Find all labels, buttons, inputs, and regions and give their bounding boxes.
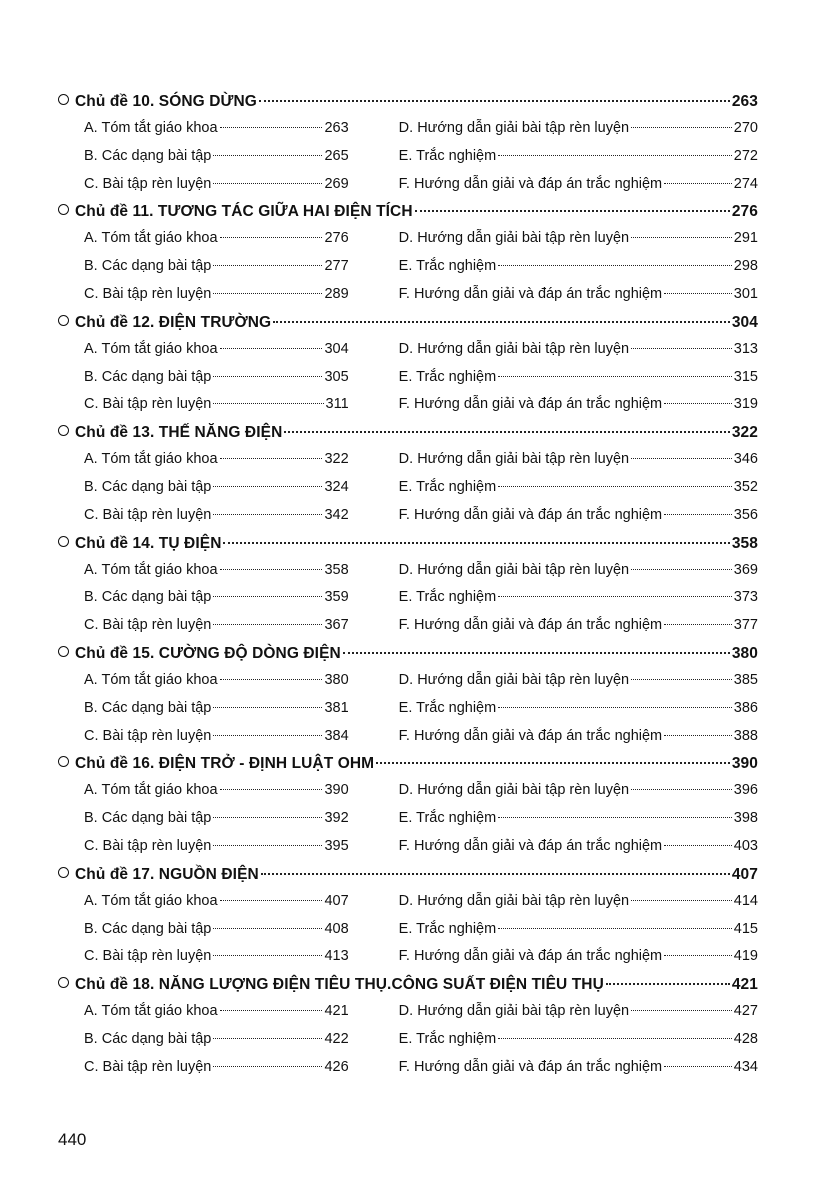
toc-section — [58, 971, 758, 1081]
dot-leader — [631, 789, 732, 790]
subentry-label: D. Hướng dẫn giải bài tập rèn luyện — [398, 451, 630, 468]
dot-leader — [213, 707, 322, 708]
subentry-label: A. Tóm tắt giáo khoa — [84, 451, 218, 468]
toc-subentry[interactable] — [399, 667, 758, 695]
dot-leader — [664, 514, 732, 515]
subentry-page-number: 398 — [733, 810, 758, 827]
dot-leader — [220, 237, 323, 238]
toc-subentry[interactable] — [399, 143, 758, 171]
subentry-page-number: 386 — [733, 699, 758, 716]
subentry-page-number: 356 — [733, 506, 758, 523]
dot-leader — [213, 1066, 322, 1067]
dot-leader — [498, 155, 732, 156]
toc-subentry[interactable] — [84, 336, 349, 364]
subentry-label: E. Trắc nghiệm — [398, 478, 497, 495]
toc-subentry[interactable] — [84, 805, 349, 833]
subentry-label: C. Bài tập rèn luyện — [84, 617, 212, 634]
table-of-contents — [58, 88, 758, 1082]
subentry-page-number: 276 — [324, 230, 349, 247]
dot-leader — [498, 707, 732, 708]
toc-subentry[interactable] — [399, 1026, 758, 1054]
dot-leader — [220, 789, 323, 790]
dot-leader — [261, 873, 730, 875]
toc-subentry[interactable] — [399, 805, 758, 833]
dot-leader — [273, 321, 730, 323]
dot-leader — [498, 928, 732, 929]
toc-subentry-row — [58, 253, 758, 281]
subentry-label: D. Hướng dẫn giải bài tập rèn luyện — [398, 230, 630, 247]
section-page-number: 407 — [731, 865, 758, 883]
subentry-label: D. Hướng dẫn giải bài tập rèn luyện — [398, 120, 630, 136]
section-title: Chủ đề 17. NGUỒN ĐIỆN — [75, 865, 259, 883]
dot-leader — [259, 100, 730, 102]
toc-section-heading[interactable] — [58, 88, 758, 115]
subentry-label: D. Hướng dẫn giải bài tập rèn luyện — [398, 340, 630, 357]
toc-section-heading[interactable] — [58, 861, 758, 888]
dot-leader — [664, 845, 732, 846]
toc-subentry[interactable] — [84, 502, 349, 530]
toc-subentry[interactable] — [399, 253, 758, 281]
circle-bullet-icon — [58, 646, 69, 657]
section-page-number: 358 — [731, 534, 758, 552]
toc-subentry-row — [58, 336, 758, 364]
dot-leader — [220, 1010, 323, 1011]
circle-bullet-icon — [58, 756, 69, 767]
subentry-page-number: 324 — [324, 478, 349, 495]
subentry-page-number: 395 — [324, 837, 349, 854]
subentry-page-number: 427 — [733, 1003, 758, 1020]
subentry-page-number: 367 — [324, 617, 349, 634]
dot-leader — [664, 183, 732, 184]
dot-leader — [498, 486, 732, 487]
toc-section-heading[interactable] — [58, 419, 758, 446]
section-title: Chủ đề 13. THẾ NĂNG ĐIỆN — [75, 424, 283, 442]
toc-subentry[interactable] — [399, 336, 758, 364]
toc-subentry-row — [58, 695, 758, 723]
subentry-page-number: 315 — [733, 368, 758, 385]
toc-subentry[interactable] — [84, 998, 349, 1026]
dot-leader — [213, 955, 322, 956]
page-number: 440 — [58, 1130, 87, 1149]
subentry-label: F. Hướng dẫn giải và đáp án trắc nghiệm — [398, 837, 663, 854]
section-title: Chủ đề 14. TỤ ĐIỆN — [75, 534, 222, 552]
toc-subentry[interactable] — [399, 584, 758, 612]
subentry-page-number: 305 — [324, 368, 349, 385]
dot-leader — [223, 542, 729, 544]
subentry-page-number: 311 — [325, 396, 349, 413]
toc-subentry-row — [58, 502, 758, 530]
subentry-page-number: 272 — [733, 147, 758, 164]
toc-subentry[interactable] — [399, 943, 758, 971]
toc-subentry[interactable] — [399, 833, 758, 861]
dot-leader — [213, 293, 322, 294]
dot-leader — [213, 845, 322, 846]
subentry-label: E. Trắc nghiệm — [398, 920, 497, 937]
subentry-label: B. Các dạng bài tập — [84, 258, 212, 275]
subentry-label: E. Trắc nghiệm — [398, 147, 497, 164]
circle-bullet-icon — [58, 204, 69, 215]
toc-subentry[interactable] — [84, 557, 349, 585]
subentry-label: C. Bài tập rèn luyện — [84, 396, 212, 413]
subentry-page-number: 298 — [733, 258, 758, 275]
subentry-label: F. Hướng dẫn giải và đáp án trắc nghiệm — [398, 285, 663, 302]
subentry-page-number: 304 — [324, 340, 349, 357]
subentry-page-number: 274 — [733, 175, 758, 192]
toc-subentry[interactable] — [399, 474, 758, 502]
toc-subentry[interactable] — [399, 998, 758, 1026]
toc-subentry-row — [58, 667, 758, 695]
dot-leader — [213, 403, 323, 404]
subentry-label: C. Bài tập rèn luyện — [84, 1058, 212, 1075]
subentry-page-number: 319 — [733, 396, 758, 413]
subentry-page-number: 377 — [733, 617, 758, 634]
toc-section — [58, 640, 758, 750]
toc-subentry[interactable] — [84, 943, 349, 971]
subentry-label: E. Trắc nghiệm — [398, 1030, 497, 1047]
toc-section-heading[interactable] — [58, 309, 758, 336]
dot-leader — [606, 983, 730, 985]
toc-subentry-row — [58, 115, 758, 143]
dot-leader — [631, 458, 732, 459]
circle-bullet-icon — [58, 315, 69, 326]
toc-subentry-row — [58, 171, 758, 199]
dot-leader — [631, 569, 732, 570]
toc-section — [58, 309, 758, 419]
toc-subentry[interactable] — [84, 115, 349, 143]
subentry-page-number: 384 — [324, 727, 349, 744]
toc-subentry-row — [58, 225, 758, 253]
toc-subentry[interactable] — [399, 777, 758, 805]
toc-subentry[interactable] — [399, 225, 758, 253]
subentry-label: B. Các dạng bài tập — [84, 147, 212, 164]
toc-subentry[interactable] — [84, 888, 349, 916]
toc-section — [58, 530, 758, 640]
toc-subentry[interactable] — [399, 364, 758, 392]
subentry-page-number: 408 — [324, 920, 349, 937]
subentry-page-number: 414 — [733, 892, 758, 909]
section-title: Chủ đề 12. ĐIỆN TRƯỜNG — [75, 313, 272, 331]
dot-leader — [664, 624, 732, 625]
subentry-page-number: 426 — [324, 1058, 349, 1075]
dot-leader — [213, 376, 322, 377]
subentry-label: B. Các dạng bài tập — [84, 1030, 212, 1047]
dot-leader — [343, 652, 730, 654]
toc-subentry-row — [58, 833, 758, 861]
toc-subentry-row — [58, 143, 758, 171]
dot-leader — [498, 817, 732, 818]
subentry-page-number: 381 — [324, 699, 349, 716]
section-page-number: 390 — [731, 755, 758, 773]
toc-section — [58, 419, 758, 529]
subentry-page-number: 269 — [324, 175, 349, 192]
toc-subentry[interactable] — [84, 667, 349, 695]
toc-subentry-row — [58, 612, 758, 640]
toc-subentry[interactable] — [399, 888, 758, 916]
toc-subentry[interactable] — [84, 253, 349, 281]
subentry-label: C. Bài tập rèn luyện — [84, 175, 212, 192]
subentry-page-number: 428 — [733, 1030, 758, 1047]
dot-leader — [213, 596, 322, 597]
dot-leader — [631, 679, 732, 680]
toc-section — [58, 198, 758, 308]
dot-leader — [220, 569, 323, 570]
subentry-page-number: 415 — [733, 920, 758, 937]
dot-leader — [213, 624, 322, 625]
section-title: Chủ đề 15. CƯỜNG ĐỘ DÒNG ĐIỆN — [75, 644, 341, 662]
subentry-label: A. Tóm tắt giáo khoa — [84, 782, 218, 799]
circle-bullet-icon — [58, 536, 69, 547]
dot-leader — [213, 1038, 322, 1039]
toc-subentry-row — [58, 888, 758, 916]
subentry-page-number: 263 — [324, 120, 349, 136]
dot-leader — [213, 817, 322, 818]
subentry-label: A. Tóm tắt giáo khoa — [84, 671, 218, 688]
subentry-page-number: 352 — [733, 478, 758, 495]
subentry-page-number: 369 — [733, 561, 758, 578]
subentry-page-number: 270 — [733, 120, 758, 136]
toc-subentry[interactable] — [84, 833, 349, 861]
dot-leader — [213, 155, 322, 156]
toc-section-heading[interactable] — [58, 971, 758, 998]
toc-subentry[interactable] — [84, 1054, 349, 1082]
subentry-page-number: 342 — [324, 506, 349, 523]
toc-subentry[interactable] — [84, 916, 349, 944]
subentry-page-number: 265 — [324, 147, 349, 164]
dot-leader — [213, 183, 322, 184]
dot-leader — [220, 127, 323, 128]
subentry-label: A. Tóm tắt giáo khoa — [84, 230, 218, 247]
subentry-page-number: 277 — [324, 258, 349, 275]
subentry-page-number: 346 — [733, 451, 758, 468]
subentry-label: C. Bài tập rèn luyện — [84, 506, 212, 523]
subentry-page-number: 407 — [324, 892, 349, 909]
toc-subentry[interactable] — [399, 281, 758, 309]
subentry-page-number: 291 — [733, 230, 758, 247]
subentry-label: A. Tóm tắt giáo khoa — [84, 1003, 218, 1020]
dot-leader — [631, 237, 732, 238]
subentry-label: F. Hướng dẫn giải và đáp án trắc nghiệm — [398, 727, 663, 744]
dot-leader — [213, 486, 322, 487]
dot-leader — [498, 265, 732, 266]
subentry-page-number: 313 — [733, 340, 758, 357]
dot-leader — [284, 431, 729, 433]
toc-subentry[interactable] — [84, 474, 349, 502]
subentry-page-number: 419 — [733, 948, 758, 965]
section-page-number: 421 — [731, 976, 758, 994]
subentry-label: A. Tóm tắt giáo khoa — [84, 120, 218, 136]
toc-subentry-row — [58, 998, 758, 1026]
subentry-page-number: 385 — [733, 671, 758, 688]
toc-section — [58, 750, 758, 860]
dot-leader — [498, 596, 732, 597]
subentry-label: B. Các dạng bài tập — [84, 920, 212, 937]
subentry-page-number: 434 — [733, 1058, 758, 1075]
toc-subentry[interactable] — [399, 446, 758, 474]
subentry-label: E. Trắc nghiệm — [398, 699, 497, 716]
toc-subentry[interactable] — [84, 281, 349, 309]
subentry-page-number: 413 — [324, 948, 349, 965]
dot-leader — [631, 900, 732, 901]
toc-subentry-row — [58, 777, 758, 805]
dot-leader — [631, 127, 732, 128]
section-page-number: 263 — [731, 93, 758, 110]
dot-leader — [664, 403, 732, 404]
dot-leader — [415, 210, 730, 212]
subentry-page-number: 289 — [324, 285, 349, 302]
toc-subentry[interactable] — [84, 777, 349, 805]
subentry-label: B. Các dạng bài tập — [84, 699, 212, 716]
subentry-label: D. Hướng dẫn giải bài tập rèn luyện — [398, 671, 630, 688]
subentry-label: F. Hướng dẫn giải và đáp án trắc nghiệm — [398, 948, 663, 965]
subentry-label: B. Các dạng bài tập — [84, 368, 212, 385]
toc-subentry-row — [58, 281, 758, 309]
subentry-label: F. Hướng dẫn giải và đáp án trắc nghiệm — [398, 175, 663, 192]
subentry-label: D. Hướng dẫn giải bài tập rèn luyện — [398, 1003, 630, 1020]
toc-subentry-row — [58, 557, 758, 585]
dot-leader — [220, 348, 323, 349]
toc-subentry[interactable] — [84, 225, 349, 253]
circle-bullet-icon — [58, 94, 69, 105]
dot-leader — [498, 376, 732, 377]
toc-subentry[interactable] — [399, 916, 758, 944]
toc-subentry-row — [58, 364, 758, 392]
toc-subentry-row — [58, 723, 758, 751]
toc-subentry[interactable] — [84, 612, 349, 640]
toc-section-heading[interactable] — [58, 198, 758, 225]
subentry-label: B. Các dạng bài tập — [84, 810, 212, 827]
toc-subentry-row — [58, 1054, 758, 1082]
toc-subentry[interactable] — [399, 502, 758, 530]
subentry-page-number: 390 — [324, 782, 349, 799]
subentry-label: C. Bài tập rèn luyện — [84, 727, 212, 744]
dot-leader — [664, 1066, 732, 1067]
toc-subentry[interactable] — [399, 1054, 758, 1082]
dot-leader — [213, 514, 322, 515]
toc-subentry[interactable] — [84, 723, 349, 751]
toc-subentry-row — [58, 916, 758, 944]
subentry-page-number: 396 — [733, 782, 758, 799]
subentry-label: F. Hướng dẫn giải và đáp án trắc nghiệm — [398, 617, 663, 634]
subentry-page-number: 403 — [733, 837, 758, 854]
circle-bullet-icon — [58, 425, 69, 436]
section-page-number: 380 — [731, 644, 758, 662]
dot-leader — [498, 1038, 732, 1039]
toc-section — [58, 88, 758, 198]
dot-leader — [664, 293, 732, 294]
toc-subentry[interactable] — [399, 723, 758, 751]
subentry-page-number: 388 — [733, 727, 758, 744]
toc-subentry-row — [58, 446, 758, 474]
dot-leader — [213, 265, 322, 266]
subentry-label: E. Trắc nghiệm — [398, 810, 497, 827]
subentry-page-number: 421 — [324, 1003, 349, 1020]
toc-subentry[interactable] — [399, 612, 758, 640]
dot-leader — [664, 735, 732, 736]
section-page-number: 304 — [731, 313, 758, 331]
toc-subentry[interactable] — [84, 584, 349, 612]
section-title: Chủ đề 16. ĐIỆN TRỞ - ĐỊNH LUẬT OHM — [75, 755, 375, 773]
toc-subentry[interactable] — [84, 171, 349, 199]
toc-subentry[interactable] — [84, 143, 349, 171]
dot-leader — [631, 348, 732, 349]
subentry-label: E. Trắc nghiệm — [398, 368, 497, 385]
toc-subentry[interactable] — [399, 115, 758, 143]
toc-subentry[interactable] — [399, 695, 758, 723]
toc-subentry[interactable] — [84, 391, 349, 419]
subentry-page-number: 392 — [324, 810, 349, 827]
toc-section — [58, 861, 758, 971]
circle-bullet-icon — [58, 977, 69, 988]
subentry-page-number: 301 — [733, 285, 758, 302]
toc-subentry-row — [58, 1026, 758, 1054]
subentry-label: D. Hướng dẫn giải bài tập rèn luyện — [398, 561, 630, 578]
subentry-page-number: 373 — [733, 589, 758, 606]
section-page-number: 322 — [731, 424, 758, 442]
subentry-page-number: 380 — [324, 671, 349, 688]
subentry-page-number: 422 — [324, 1030, 349, 1047]
subentry-label: A. Tóm tắt giáo khoa — [84, 340, 218, 357]
subentry-page-number: 358 — [324, 561, 349, 578]
dot-leader — [213, 735, 322, 736]
section-title: Chủ đề 10. SÓNG DỪNG — [75, 93, 257, 110]
subentry-label: F. Hướng dẫn giải và đáp án trắc nghiệm — [398, 1058, 663, 1075]
subentry-label: D. Hướng dẫn giải bài tập rèn luyện — [398, 782, 630, 799]
toc-subentry-row — [58, 391, 758, 419]
dot-leader — [220, 900, 323, 901]
dot-leader — [376, 762, 730, 764]
toc-section-heading[interactable] — [58, 750, 758, 777]
subentry-page-number: 359 — [324, 589, 349, 606]
subentry-label: C. Bài tập rèn luyện — [84, 948, 212, 965]
dot-leader — [631, 1010, 732, 1011]
subentry-label: C. Bài tập rèn luyện — [84, 285, 212, 302]
subentry-label: F. Hướng dẫn giải và đáp án trắc nghiệm — [398, 506, 663, 523]
subentry-label: E. Trắc nghiệm — [398, 589, 497, 606]
dot-leader — [213, 928, 322, 929]
subentry-label: D. Hướng dẫn giải bài tập rèn luyện — [398, 892, 630, 909]
toc-subentry[interactable] — [84, 364, 349, 392]
subentry-label: B. Các dạng bài tập — [84, 478, 212, 495]
toc-subentry-row — [58, 943, 758, 971]
subentry-label: E. Trắc nghiệm — [398, 258, 497, 275]
toc-section-heading[interactable] — [58, 530, 758, 557]
toc-subentry[interactable] — [84, 1026, 349, 1054]
subentry-page-number: 322 — [324, 451, 349, 468]
toc-subentry[interactable] — [399, 557, 758, 585]
toc-subentry-row — [58, 474, 758, 502]
circle-bullet-icon — [58, 867, 69, 878]
subentry-label: F. Hướng dẫn giải và đáp án trắc nghiệm — [398, 396, 663, 413]
section-title: Chủ đề 11. TƯƠNG TÁC GIỮA HAI ĐIỆN TÍCH — [75, 203, 413, 221]
toc-subentry[interactable] — [399, 391, 758, 419]
dot-leader — [664, 955, 732, 956]
toc-subentry[interactable] — [84, 446, 349, 474]
toc-subentry-row — [58, 805, 758, 833]
toc-subentry-row — [58, 584, 758, 612]
toc-section-heading[interactable] — [58, 640, 758, 667]
dot-leader — [220, 679, 323, 680]
section-page-number: 276 — [731, 203, 758, 221]
toc-subentry[interactable] — [399, 171, 758, 199]
dot-leader — [220, 458, 323, 459]
subentry-label: A. Tóm tắt giáo khoa — [84, 561, 218, 578]
subentry-label: A. Tóm tắt giáo khoa — [84, 892, 218, 909]
subentry-label: B. Các dạng bài tập — [84, 589, 212, 606]
section-title: Chủ đề 18. NĂNG LƯỢNG ĐIỆN TIÊU THỤ.CÔNG SUẤT ĐIỆN TIÊU THỤ — [75, 976, 604, 994]
subentry-label: C. Bài tập rèn luyện — [84, 837, 212, 854]
toc-subentry[interactable] — [84, 695, 349, 723]
